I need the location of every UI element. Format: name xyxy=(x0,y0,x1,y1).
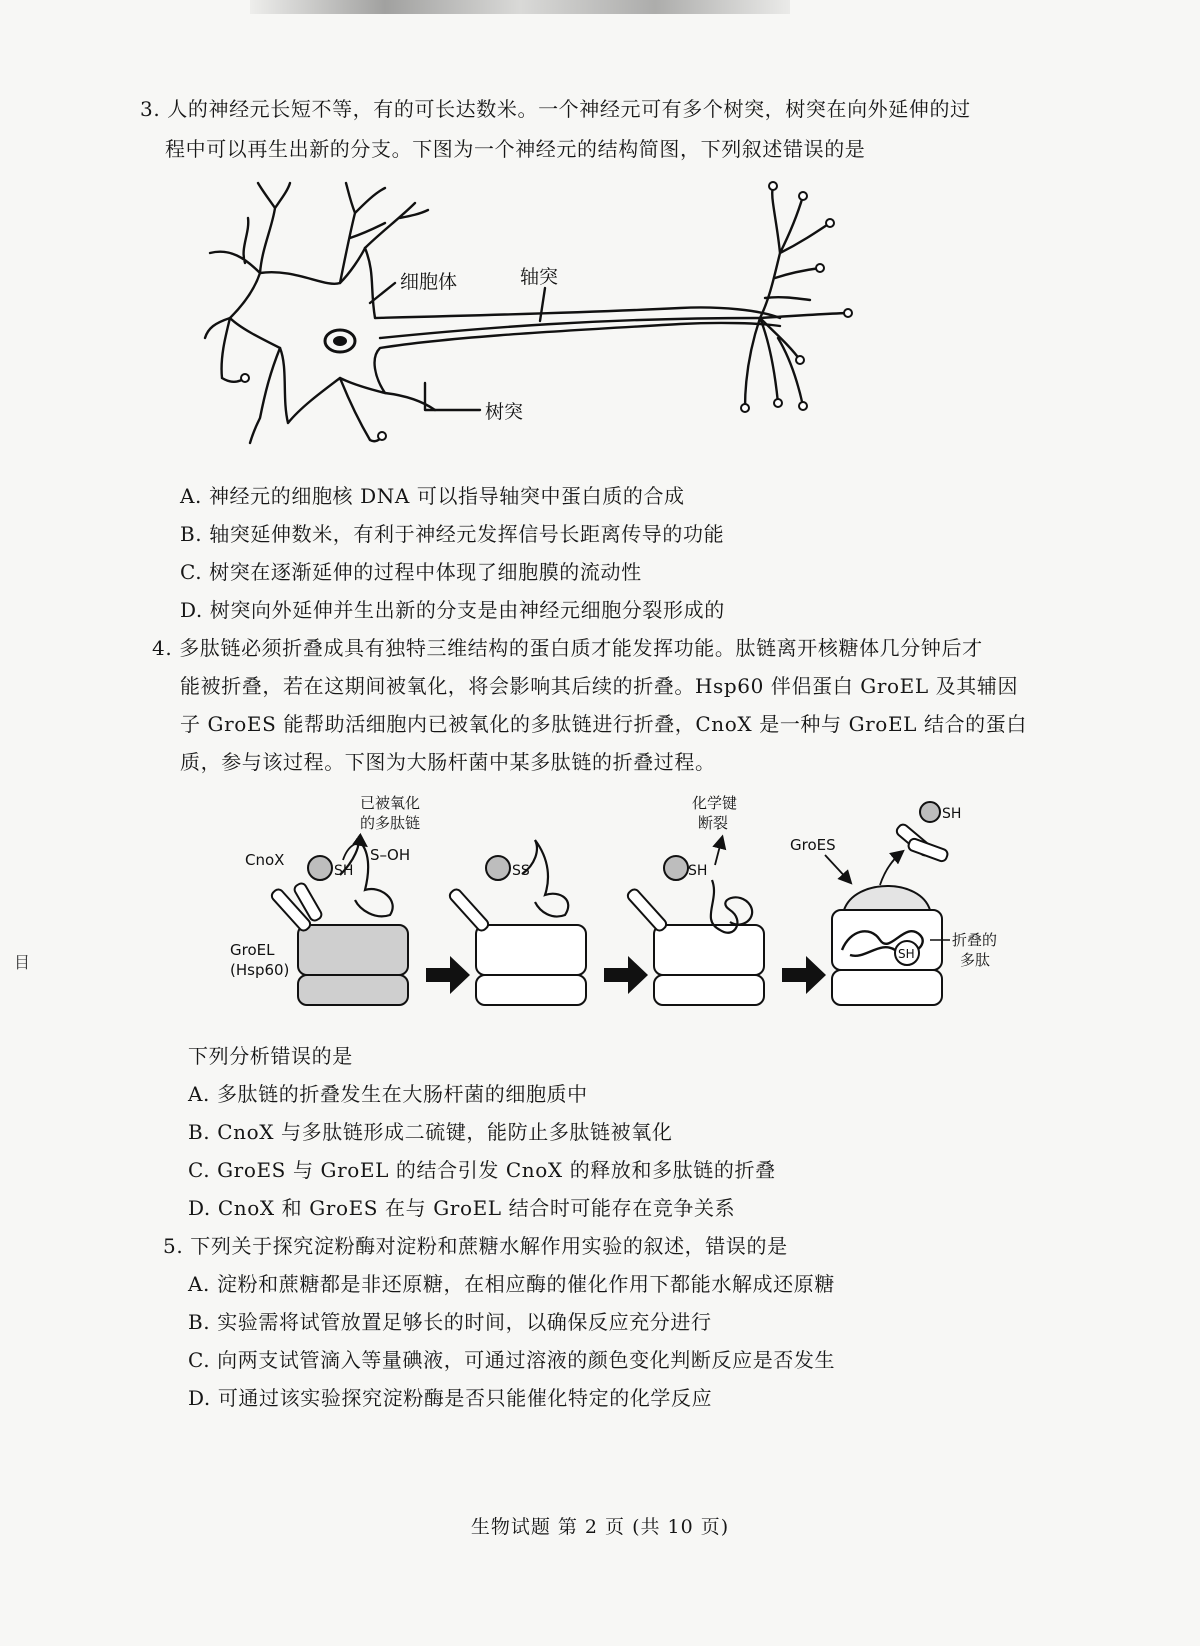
groel-ring-bottom xyxy=(832,970,942,1005)
cell-body-pointer xyxy=(370,283,395,303)
label-sh-3: SH xyxy=(688,863,708,879)
footer-subject: 生物试题 xyxy=(470,1516,551,1538)
q4-option-d: D. CnoX 和 GroES 在与 GroEL 结合时可能存在竞争关系 xyxy=(188,1196,736,1220)
groel-ring-top xyxy=(298,925,408,975)
groes-cap xyxy=(844,886,930,910)
q4-option-c: C. GroES 与 GroEL 的结合引发 CnoX 的释放和多肽链的折叠 xyxy=(188,1158,776,1182)
label-hsp60: (Hsp60) xyxy=(230,961,290,979)
terminal-knob xyxy=(774,399,782,407)
q4-stem-line2: 能被折叠，若在这期间被氧化，将会影响其后续的折叠。Hsp60 伴侣蛋白 GroEL 及其辅因 xyxy=(180,674,1019,698)
groel-ring-top xyxy=(654,925,764,975)
cnox-arm xyxy=(626,887,668,932)
dendrite xyxy=(210,183,290,273)
q4-stem-line1: 4. 多肽链必须折叠成具有独特三维结构的蛋白质才能发挥功能。肽链离开核糖体几分钟后才 xyxy=(152,636,983,660)
q3-option-b: B. 轴突延伸数米，有利于神经元发挥信号长距离传导的功能 xyxy=(180,522,725,546)
axon xyxy=(380,318,760,338)
label-oxidized-2: 的多肽链 xyxy=(360,814,421,832)
dendrite-pointer xyxy=(425,383,480,410)
q5-option-b: B. 实验需将试管放置足够长的时间，以确保反应充分进行 xyxy=(188,1310,712,1334)
dendrite xyxy=(340,183,385,283)
q3-option-d: D. 树突向外延伸并生出新的分支是由神经元细胞分裂形成的 xyxy=(180,598,725,622)
released-cnox-head xyxy=(920,802,940,822)
footer-total: (共 10 页) xyxy=(632,1516,730,1538)
label-sh-4: SH xyxy=(898,947,915,961)
groel-ring-bottom xyxy=(476,975,586,1005)
terminal-knob xyxy=(844,309,852,317)
q4-number: 4. xyxy=(152,636,173,660)
q4-option-a: A. 多肽链的折叠发生在大肠杆菌的细胞质中 xyxy=(188,1082,588,1106)
q5-stem: 5. 下列关于探究淀粉酶对淀粉和蔗糖水解作用实验的叙述，错误的是 xyxy=(163,1234,788,1258)
label-folded-1: 折叠的 xyxy=(952,931,998,949)
page-footer xyxy=(0,1512,1200,1539)
groes-arrow xyxy=(825,855,850,882)
dendrite xyxy=(385,393,435,410)
label-sh-top: SH xyxy=(942,806,962,822)
axon-pointer xyxy=(540,288,545,321)
label-bond-1: 化学键 xyxy=(692,794,738,812)
q5-option-a: A. 淀粉和蔗糖都是非还原糖，在相应酶的催化作用下都能水解成还原糖 xyxy=(188,1272,835,1296)
q3-stem-line2: 程中可以再生出新的分支。下图为一个神经元的结构简图，下列叙述错误的是 xyxy=(165,137,866,161)
q4-option-b: B. CnoX 与多肽链形成二硫键，能防止多肽链被氧化 xyxy=(188,1120,673,1144)
label-sh-1: SH xyxy=(334,863,354,879)
groel-ring-bottom xyxy=(654,975,764,1005)
label-cnox: CnoX xyxy=(245,851,285,869)
terminal-knob xyxy=(799,402,807,410)
terminal-knob xyxy=(799,192,807,200)
cell-body-outline xyxy=(230,248,780,423)
groel-ring-bottom xyxy=(298,975,408,1005)
cnox-arm xyxy=(448,887,490,932)
terminal-knob xyxy=(816,264,824,272)
terminal-knob xyxy=(796,356,804,364)
panel-2 xyxy=(448,840,586,1005)
label-bond-2: 断裂 xyxy=(698,814,729,832)
protein-folding-diagram xyxy=(230,790,1010,1030)
groel-ring-top xyxy=(476,925,586,975)
nucleolus xyxy=(333,336,347,346)
margin-mark: 目 xyxy=(14,953,31,972)
q3-option-a: A. 神经元的细胞核 DNA 可以指导轴突中蛋白质的合成 xyxy=(180,484,685,508)
q5-option-c: C. 向两支试管滴入等量碘液，可通过溶液的颜色变化判断反应是否发生 xyxy=(188,1348,836,1372)
label-groes: GroES xyxy=(790,836,836,854)
cnox-head xyxy=(486,856,510,880)
axon-terminal xyxy=(745,318,803,408)
q3-stem-line1: 3. 人的神经元长短不等，有的可长达数米。一个神经元可有多个树突，树突在向外延伸的过 xyxy=(140,97,971,121)
step-arrow-3 xyxy=(782,956,826,994)
terminal-knob xyxy=(826,219,834,227)
released-cnox-arm xyxy=(907,838,949,863)
dendrite xyxy=(365,203,428,248)
q4-prompt: 下列分析错误的是 xyxy=(188,1044,353,1068)
q3-number: 3. xyxy=(140,97,161,121)
q3-option-c: C. 树突在逐渐延伸的过程中体现了细胞膜的流动性 xyxy=(180,560,642,584)
neuron-diagram xyxy=(200,178,880,458)
terminal-knob xyxy=(741,404,749,412)
label-ss: SS xyxy=(512,863,530,879)
cnox-head xyxy=(664,856,688,880)
panel-1 xyxy=(230,794,420,1005)
terminal-knob xyxy=(769,182,777,190)
q4-stem-line3: 子 GroES 能帮助活细胞内已被氧化的多肽链进行折叠，CnoX 是一种与 GroEL 结合的蛋白 xyxy=(180,712,1027,736)
dendrite-knob xyxy=(241,374,249,382)
dendrite xyxy=(250,348,280,443)
label-s-oh: S–OH xyxy=(370,846,411,864)
label-dendrite: 树突 xyxy=(485,401,524,423)
dendrite-knob xyxy=(378,432,386,440)
label-groel: GroEL xyxy=(230,941,275,959)
bond-break-arrow xyxy=(715,838,722,865)
cnox-head xyxy=(308,856,332,880)
q5-option-d: D. 可通过该实验探究淀粉酶是否只能催化特定的化学反应 xyxy=(188,1386,713,1410)
q5-number: 5. xyxy=(163,1234,184,1258)
dendrite xyxy=(205,318,245,382)
label-axon: 轴突 xyxy=(520,266,559,288)
panel-3 xyxy=(626,794,764,1005)
step-arrow-2 xyxy=(604,956,648,994)
q4-stem-line4: 质，参与该过程。下图为大肠杆菌中某多肽链的折叠过程。 xyxy=(180,750,716,774)
footer-page: 第 2 页 xyxy=(557,1516,626,1538)
release-arrow xyxy=(880,852,902,885)
label-oxidized-1: 已被氧化 xyxy=(360,794,421,812)
label-folded-2: 多肽 xyxy=(960,951,991,969)
scan-artifact xyxy=(250,0,790,14)
label-cell-body: 细胞体 xyxy=(400,271,458,293)
step-arrow-1 xyxy=(426,956,470,994)
